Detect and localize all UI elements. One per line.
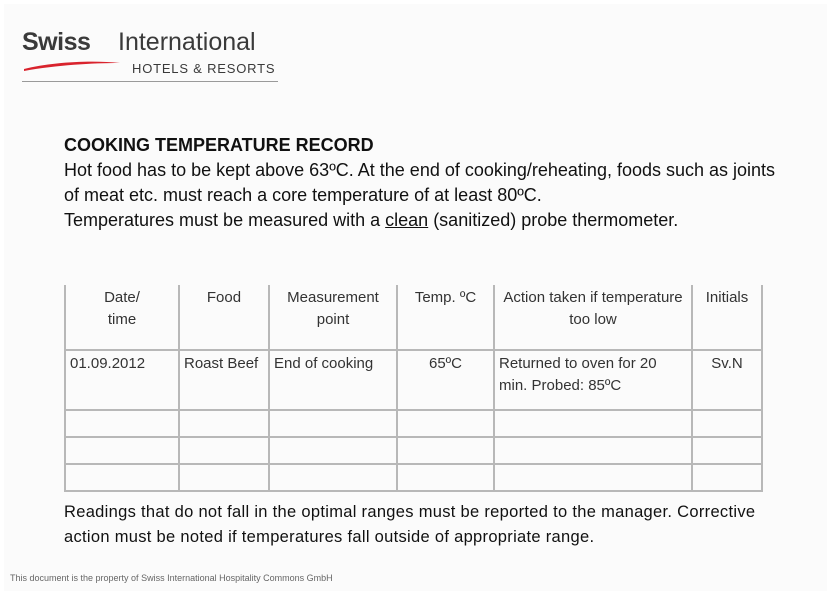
reporting-note: Readings that do not fall in the optimal ranges must be reported to the manager. Corrective action must be noted if temperatures fall outside of appropriate range.: [64, 503, 756, 546]
empty-cell[interactable]: [692, 437, 762, 464]
temperature-record-table: [64, 285, 763, 492]
empty-cell[interactable]: [65, 437, 179, 464]
intro-paragraph: Hot food has to be kept above 63ºC. At the end of cooking/reheating, foods such as joints of meat etc. must reach a core temperature of at least 80ºC.: [64, 160, 776, 205]
empty-cell[interactable]: [269, 464, 397, 491]
cell-initials: Sv.N: [692, 350, 762, 410]
empty-cell[interactable]: [179, 410, 269, 437]
empty-cell[interactable]: [65, 410, 179, 437]
empty-cell[interactable]: [692, 410, 762, 437]
table-header-row: [65, 285, 762, 350]
cell-point: End of cooking: [269, 350, 397, 410]
page-title: COOKING TEMPERATURE RECORD: [64, 135, 374, 155]
empty-cell[interactable]: [494, 410, 692, 437]
cell-temp: 65ºC: [397, 350, 494, 410]
probe-instruction-suffix: (sanitized) probe thermometer.: [428, 210, 679, 230]
table-row-empty: [65, 464, 762, 491]
empty-cell[interactable]: [397, 410, 494, 437]
empty-cell[interactable]: [65, 464, 179, 491]
logo-brand-regular: International: [118, 28, 256, 56]
header-food: Food: [179, 285, 269, 350]
empty-cell[interactable]: [269, 410, 397, 437]
table-row-empty: [65, 410, 762, 437]
logo-tagline: HOTELS & RESORTS: [132, 61, 276, 76]
header-measurement-point: Measurement point: [269, 285, 397, 350]
probe-instruction: [64, 208, 784, 233]
empty-cell[interactable]: [179, 464, 269, 491]
table-row: [65, 350, 762, 410]
header-date-time: Date/ time: [65, 285, 179, 350]
company-logo: [22, 26, 282, 86]
cell-date: 01.09.2012: [65, 350, 179, 410]
table-row-empty: [65, 437, 762, 464]
probe-instruction-underlined: clean: [385, 210, 429, 230]
empty-cell[interactable]: [179, 437, 269, 464]
header-initials: Initials: [692, 285, 762, 350]
logo-swoosh-icon: [22, 60, 122, 72]
header-temp: Temp. ºC: [397, 285, 494, 350]
header-action: Action taken if temperature too low: [494, 285, 692, 350]
intro-text: [64, 133, 784, 233]
empty-cell[interactable]: [397, 464, 494, 491]
cell-food: Roast Beef: [179, 350, 269, 410]
empty-cell[interactable]: [494, 464, 692, 491]
empty-cell[interactable]: [494, 437, 692, 464]
probe-instruction-prefix: Temperatures must be measured with a: [64, 210, 386, 230]
logo-brand-bold: Swiss: [22, 28, 91, 56]
footer-disclaimer: This document is the property of Swiss International Hospitality Commons GmbH: [10, 573, 333, 583]
logo-divider: [22, 81, 278, 82]
cell-action: Returned to oven for 20 min. Probed: 85ºC: [494, 350, 692, 410]
empty-cell[interactable]: [692, 464, 762, 491]
empty-cell[interactable]: [269, 437, 397, 464]
empty-cell[interactable]: [397, 437, 494, 464]
